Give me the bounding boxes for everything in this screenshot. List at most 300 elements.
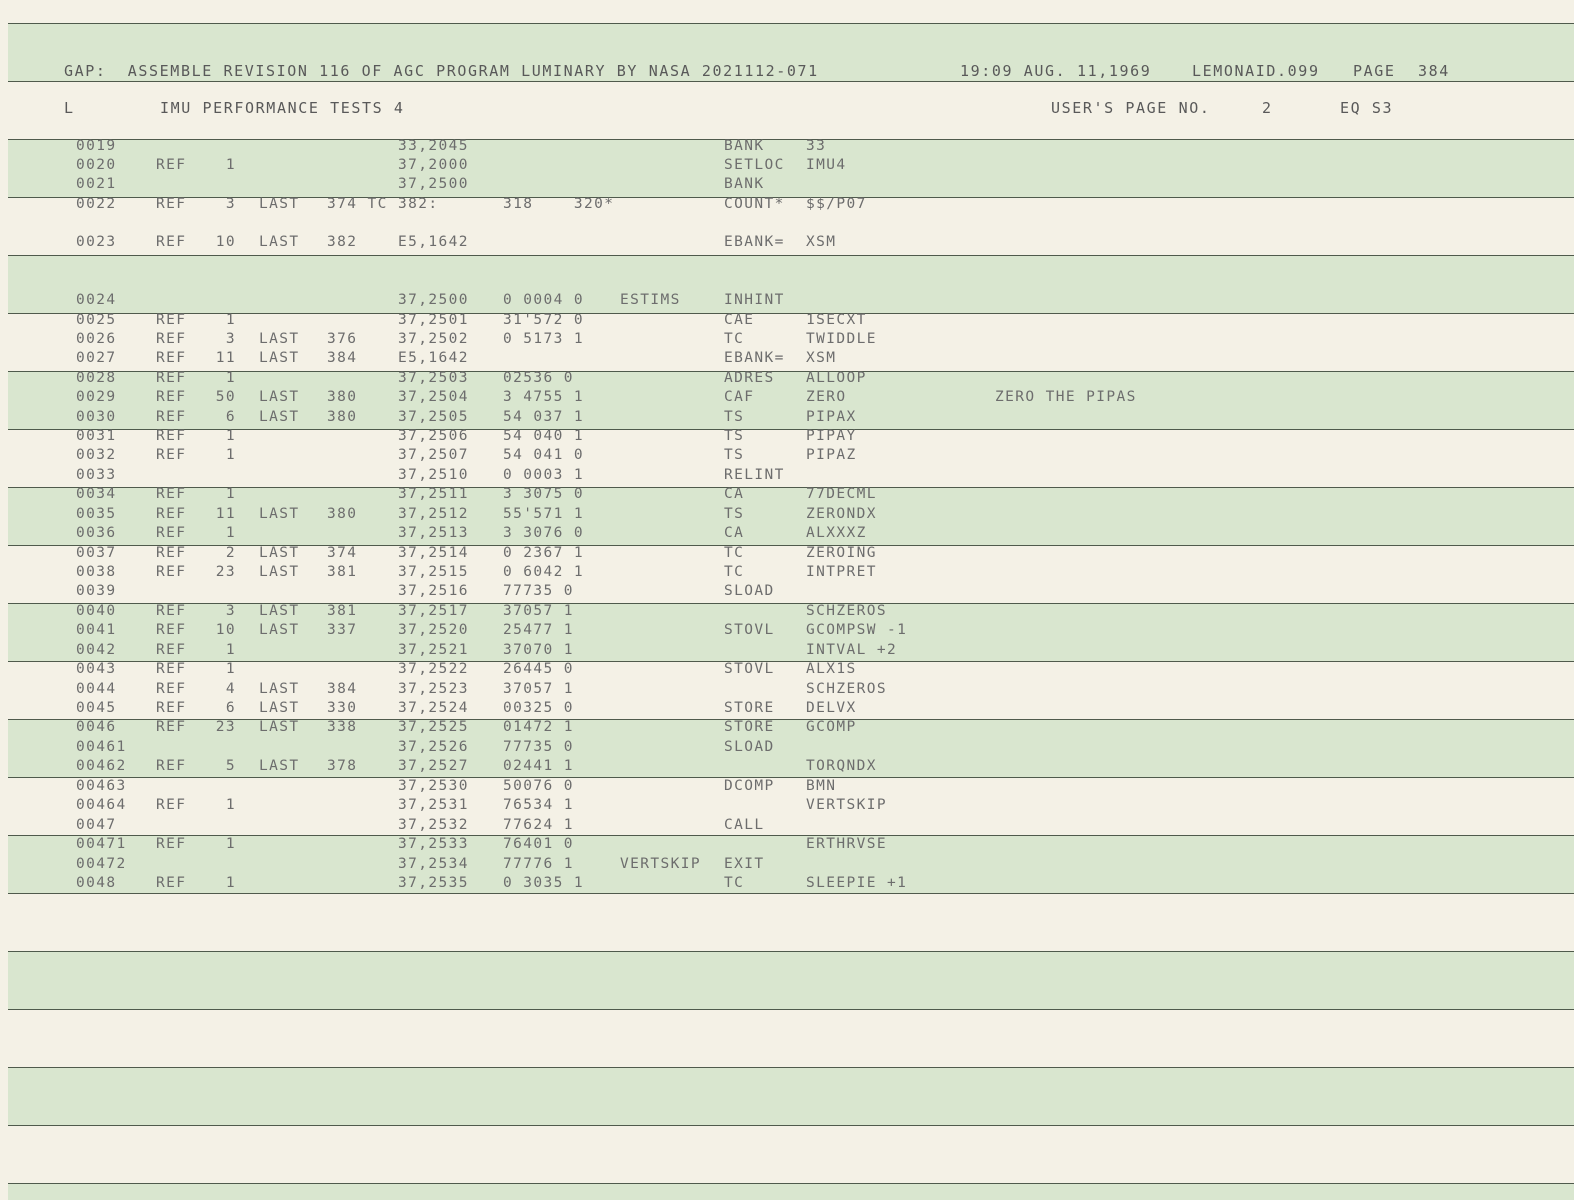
- octal-word: 54 041 0: [503, 447, 585, 463]
- ref-flag: REF: [156, 447, 187, 463]
- last-page: 338: [327, 719, 358, 735]
- last-flag: LAST: [259, 545, 300, 561]
- last-page: 384: [327, 350, 358, 366]
- address: 37,2504: [398, 389, 469, 405]
- ref-flag: REF: [156, 661, 187, 677]
- address: 37,2530: [398, 778, 469, 794]
- ref-flag: REF: [156, 719, 187, 735]
- label: VERTSKIP: [620, 856, 702, 872]
- listing-row: [0, 330, 1574, 349]
- octal-word: 0 6042 1: [503, 564, 585, 580]
- opcode: BANK: [724, 138, 765, 154]
- listing-row: [0, 738, 1574, 757]
- listing-row: [0, 233, 1574, 252]
- octal-word: 37070 1: [503, 642, 574, 658]
- operand: TWIDDLE: [806, 331, 877, 347]
- line-number: 00461: [76, 739, 127, 755]
- line-number: 0021: [76, 176, 117, 192]
- address: 37,2000: [398, 157, 469, 173]
- ref-flag: REF: [156, 797, 187, 813]
- opcode: CAE: [724, 312, 755, 328]
- line-number: 0043: [76, 661, 117, 677]
- operand: SLEEPIE +1: [806, 875, 908, 891]
- octal-word: 76534 1: [503, 797, 574, 813]
- last-flag: LAST: [259, 603, 300, 619]
- octal-word: 0 0003 1: [503, 467, 585, 483]
- operand: BMN: [806, 778, 837, 794]
- address: 37,2522: [398, 661, 469, 677]
- ref-flag: REF: [156, 157, 187, 173]
- operand: ZEROING: [806, 545, 877, 561]
- operand: XSM: [806, 234, 837, 250]
- address: 37,2531: [398, 797, 469, 813]
- listing-row: [0, 311, 1574, 330]
- listing-row: [0, 582, 1574, 601]
- band-line: [8, 1183, 1574, 1184]
- last-page: 378: [327, 758, 358, 774]
- last-flag: LAST: [259, 234, 300, 250]
- last-page: 382: [327, 234, 358, 250]
- address: 37,2516: [398, 583, 469, 599]
- octal-word: 76401 0: [503, 836, 574, 852]
- ref-flag: REF: [156, 312, 187, 328]
- last-page: 381: [327, 603, 358, 619]
- comment: ZERO THE PIPAS: [995, 389, 1137, 405]
- line-number: 0025: [76, 312, 117, 328]
- line-number: 0044: [76, 681, 117, 697]
- ref-count: 1: [225, 875, 236, 891]
- line-number: 0033: [76, 467, 117, 483]
- listing-row: [0, 544, 1574, 563]
- eq-reference: EQ S3: [1340, 99, 1394, 117]
- listing-row: [0, 855, 1574, 874]
- band-line: [8, 81, 1574, 82]
- ref-count: 1: [225, 836, 236, 852]
- opcode: SLOAD: [724, 583, 775, 599]
- line-number: 0030: [76, 409, 117, 425]
- ref-count: 3: [225, 196, 236, 212]
- address: 37,2523: [398, 681, 469, 697]
- opcode: CALL: [724, 817, 765, 833]
- listing-row: [0, 137, 1574, 156]
- green-band: [8, 1067, 1574, 1125]
- last-page: 384: [327, 681, 358, 697]
- address: 37,2532: [398, 817, 469, 833]
- operand: 77DECML: [806, 486, 877, 502]
- address: 37,2510: [398, 467, 469, 483]
- last-flag: LAST: [259, 350, 300, 366]
- last-flag: LAST: [259, 700, 300, 716]
- opcode: TS: [724, 428, 745, 444]
- opcode: STOVL: [724, 622, 775, 638]
- last-flag: LAST: [259, 681, 300, 697]
- octal-word: 0 3035 1: [503, 875, 585, 891]
- ref-flag: REF: [156, 350, 187, 366]
- operand: VERTSKIP: [806, 797, 888, 813]
- listing-row: [0, 524, 1574, 543]
- address: 37,2520: [398, 622, 469, 638]
- opcode: CA: [724, 486, 745, 502]
- address: 37,2503: [398, 370, 469, 386]
- last-flag: LAST: [259, 409, 300, 425]
- opcode: RELINT: [724, 467, 785, 483]
- octal-word: 01472 1: [503, 719, 574, 735]
- green-band: [8, 951, 1574, 1009]
- opcode: SETLOC: [724, 157, 785, 173]
- ref-flag: REF: [156, 622, 187, 638]
- last-flag: LAST: [259, 196, 300, 212]
- band-line: [8, 255, 1574, 256]
- band-line: [8, 951, 1574, 952]
- listing-row: [0, 796, 1574, 815]
- last-page: 374 TC: [327, 196, 388, 212]
- ref-count: 3: [225, 603, 236, 619]
- octal-word: 77735 0: [503, 739, 574, 755]
- ref-count: 1: [225, 428, 236, 444]
- address: 382:: [398, 196, 439, 212]
- listing-row: [0, 602, 1574, 621]
- ref-count: 1: [225, 525, 236, 541]
- address: 37,2525: [398, 719, 469, 735]
- ref-flag: REF: [156, 409, 187, 425]
- line-number: 00463: [76, 778, 127, 794]
- opcode: BANK: [724, 176, 765, 192]
- ref-count: 23: [215, 564, 236, 580]
- operand: 33: [806, 138, 827, 154]
- operand: ZERO: [806, 389, 847, 405]
- section-title: IMU PERFORMANCE TESTS 4: [160, 99, 405, 117]
- line-number: 0027: [76, 350, 117, 366]
- listing-row: [0, 408, 1574, 427]
- opcode: STORE: [724, 719, 775, 735]
- last-page: 330: [327, 700, 358, 716]
- line-number: 0023: [76, 234, 117, 250]
- last-flag: LAST: [259, 331, 300, 347]
- listing-row: [0, 563, 1574, 582]
- band-line: [8, 1009, 1574, 1010]
- ref-count: 5: [225, 758, 236, 774]
- address: 37,2512: [398, 506, 469, 522]
- last-flag: LAST: [259, 564, 300, 580]
- address: 37,2521: [398, 642, 469, 658]
- operand: $$/P07: [806, 196, 867, 212]
- octal-word: 0 0004 0: [503, 292, 585, 308]
- octal-word: 3 3075 0: [503, 486, 585, 502]
- ref-flag: REF: [156, 506, 187, 522]
- line-number: 0032: [76, 447, 117, 463]
- address: 37,2535: [398, 875, 469, 891]
- address: 37,2513: [398, 525, 469, 541]
- octal-word: 26445 0: [503, 661, 574, 677]
- address: 37,2534: [398, 856, 469, 872]
- ref-count: 1: [225, 642, 236, 658]
- listing-row: [0, 195, 1574, 214]
- address: 37,2527: [398, 758, 469, 774]
- opcode: STOVL: [724, 661, 775, 677]
- listing-row: [0, 641, 1574, 660]
- ref-count: 4: [225, 681, 236, 697]
- opcode: INHINT: [724, 292, 785, 308]
- address: 37,2511: [398, 486, 469, 502]
- ref-count: 50: [215, 389, 236, 405]
- ref-flag: REF: [156, 545, 187, 561]
- page-label: PAGE: [1353, 62, 1396, 80]
- last-flag: LAST: [259, 622, 300, 638]
- last-page: 380: [327, 506, 358, 522]
- opcode: CA: [724, 525, 745, 541]
- ref-count: 1: [225, 486, 236, 502]
- listing-row: [0, 369, 1574, 388]
- ref-count: 1: [225, 797, 236, 813]
- ref-flag: REF: [156, 603, 187, 619]
- band-line: [8, 23, 1574, 24]
- line-number: 0036: [76, 525, 117, 541]
- address: 37,2505: [398, 409, 469, 425]
- octal-word: 0 5173 1: [503, 331, 585, 347]
- ref-flag: REF: [156, 681, 187, 697]
- ref-flag: REF: [156, 700, 187, 716]
- listing-row: [0, 757, 1574, 776]
- opcode: EBANK=: [724, 350, 785, 366]
- octal-word: 25477 1: [503, 622, 574, 638]
- ref-count: 6: [225, 700, 236, 716]
- operand: SCHZEROS: [806, 681, 888, 697]
- last-page: 381: [327, 564, 358, 580]
- listing-row: [0, 699, 1574, 718]
- listing-system: LEMONAID.099: [1192, 62, 1320, 80]
- line-number: 0041: [76, 622, 117, 638]
- listing-row: [0, 175, 1574, 194]
- opcode: EXIT: [724, 856, 765, 872]
- listing-row: [0, 718, 1574, 737]
- line-number: 0035: [76, 506, 117, 522]
- listing-row: [0, 427, 1574, 446]
- users-page-label: USER'S PAGE NO.: [1051, 99, 1211, 117]
- ref-count: 23: [215, 719, 236, 735]
- octal-word: 50076 0: [503, 778, 574, 794]
- last-page: 337: [327, 622, 358, 638]
- operand: ALXXXZ: [806, 525, 867, 541]
- ref-flag: REF: [156, 564, 187, 580]
- last-flag: LAST: [259, 389, 300, 405]
- last-page: 380: [327, 409, 358, 425]
- last-page: 376: [327, 331, 358, 347]
- operand: ALX1S: [806, 661, 857, 677]
- listing-row: [0, 621, 1574, 640]
- listing-row: [0, 156, 1574, 175]
- operand: GCOMP: [806, 719, 857, 735]
- line-number: 0039: [76, 583, 117, 599]
- listing-row: [0, 777, 1574, 796]
- line-number: 0022: [76, 196, 117, 212]
- listing-row: [0, 874, 1574, 893]
- line-number: 00471: [76, 836, 127, 852]
- ref-count: 10: [215, 622, 236, 638]
- operand: XSM: [806, 350, 837, 366]
- line-number: 00462: [76, 758, 127, 774]
- band-line: [8, 893, 1574, 894]
- ref-count: 2: [225, 545, 236, 561]
- octal-word: 318 320*: [503, 196, 615, 212]
- address: 37,2517: [398, 603, 469, 619]
- listing-row: [0, 349, 1574, 368]
- operand: IMU4: [806, 157, 847, 173]
- address: E5,1642: [398, 350, 469, 366]
- opcode: COUNT*: [724, 196, 785, 212]
- listing-row: [0, 816, 1574, 835]
- ref-count: 1: [225, 661, 236, 677]
- ref-flag: REF: [156, 196, 187, 212]
- operand: PIPAY: [806, 428, 857, 444]
- listing-timestamp: 19:09 AUG. 11,1969: [960, 62, 1152, 80]
- octal-word: 3 4755 1: [503, 389, 585, 405]
- column-marker: L: [64, 99, 75, 117]
- listing-row: [0, 446, 1574, 465]
- listing-row: [0, 835, 1574, 854]
- ref-flag: REF: [156, 525, 187, 541]
- octal-word: 37057 1: [503, 681, 574, 697]
- last-flag: LAST: [259, 506, 300, 522]
- line-number: 0034: [76, 486, 117, 502]
- label: ESTIMS: [620, 292, 681, 308]
- listing-row: [0, 388, 1574, 407]
- line-number: 0040: [76, 603, 117, 619]
- operand: SCHZEROS: [806, 603, 888, 619]
- operand: ALLOOP: [806, 370, 867, 386]
- opcode: TS: [724, 506, 745, 522]
- line-number: 00472: [76, 856, 127, 872]
- ref-flag: REF: [156, 370, 187, 386]
- operand: ERTHRVSE: [806, 836, 888, 852]
- address: 37,2533: [398, 836, 469, 852]
- ref-flag: REF: [156, 875, 187, 891]
- ref-count: 10: [215, 234, 236, 250]
- green-band: [8, 1183, 1574, 1200]
- operand: INTPRET: [806, 564, 877, 580]
- address: 37,2501: [398, 312, 469, 328]
- operand: TORQNDX: [806, 758, 877, 774]
- ref-flag: REF: [156, 486, 187, 502]
- address: 37,2524: [398, 700, 469, 716]
- address: 37,2514: [398, 545, 469, 561]
- line-number: 0047: [76, 817, 117, 833]
- opcode: CAF: [724, 389, 755, 405]
- ref-count: 3: [225, 331, 236, 347]
- opcode: SLOAD: [724, 739, 775, 755]
- line-number: 0031: [76, 428, 117, 444]
- address: 37,2526: [398, 739, 469, 755]
- listing-row: [0, 291, 1574, 310]
- opcode: TC: [724, 545, 745, 561]
- ref-flag: REF: [156, 642, 187, 658]
- listing-row: [0, 505, 1574, 524]
- ref-flag: REF: [156, 836, 187, 852]
- octal-word: 54 037 1: [503, 409, 585, 425]
- line-number: 0028: [76, 370, 117, 386]
- octal-word: 54 040 1: [503, 428, 585, 444]
- address: E5,1642: [398, 234, 469, 250]
- listing-row: [0, 680, 1574, 699]
- ref-flag: REF: [156, 389, 187, 405]
- band-line: [8, 1067, 1574, 1068]
- ref-count: 1: [225, 312, 236, 328]
- octal-word: 77735 0: [503, 583, 574, 599]
- octal-word: 00325 0: [503, 700, 574, 716]
- line-number: 0042: [76, 642, 117, 658]
- ref-count: 1: [225, 157, 236, 173]
- ref-count: 1: [225, 447, 236, 463]
- line-number: 0026: [76, 331, 117, 347]
- octal-word: 77624 1: [503, 817, 574, 833]
- ref-count: 11: [215, 506, 236, 522]
- octal-word: 0 2367 1: [503, 545, 585, 561]
- last-flag: LAST: [259, 758, 300, 774]
- listing-row: [0, 660, 1574, 679]
- address: 37,2515: [398, 564, 469, 580]
- octal-word: 37057 1: [503, 603, 574, 619]
- ref-flag: REF: [156, 428, 187, 444]
- address: 37,2500: [398, 292, 469, 308]
- page-number: 384: [1418, 62, 1450, 80]
- address: 37,2506: [398, 428, 469, 444]
- address: 37,2507: [398, 447, 469, 463]
- octal-word: 02536 0: [503, 370, 574, 386]
- line-number: 0024: [76, 292, 117, 308]
- opcode: EBANK=: [724, 234, 785, 250]
- line-number: 0029: [76, 389, 117, 405]
- operand: ZERONDX: [806, 506, 877, 522]
- operand: INTVAL +2: [806, 642, 898, 658]
- opcode: TC: [724, 875, 745, 891]
- opcode: TS: [724, 409, 745, 425]
- operand: GCOMPSW -1: [806, 622, 908, 638]
- operand: DELVX: [806, 700, 857, 716]
- operand: 1SECXT: [806, 312, 867, 328]
- opcode: ADRES: [724, 370, 775, 386]
- line-number: 0020: [76, 157, 117, 173]
- ref-flag: REF: [156, 331, 187, 347]
- line-number: 0048: [76, 875, 117, 891]
- operand: PIPAZ: [806, 447, 857, 463]
- last-page: 374: [327, 545, 358, 561]
- listing-row: [0, 485, 1574, 504]
- line-number: 00464: [76, 797, 127, 813]
- address: 37,2502: [398, 331, 469, 347]
- opcode: TS: [724, 447, 745, 463]
- ref-count: 6: [225, 409, 236, 425]
- listing-title: GAP: ASSEMBLE REVISION 116 OF AGC PROGRAM LUMINARY BY NASA 2021112-071: [64, 62, 819, 80]
- line-number: 0038: [76, 564, 117, 580]
- line-number: 0046: [76, 719, 117, 735]
- operand: PIPAX: [806, 409, 857, 425]
- address: 37,2500: [398, 176, 469, 192]
- last-page: 380: [327, 389, 358, 405]
- octal-word: 3 3076 0: [503, 525, 585, 541]
- ref-flag: REF: [156, 234, 187, 250]
- opcode: DCOMP: [724, 778, 775, 794]
- ref-count: 1: [225, 370, 236, 386]
- octal-word: 31'572 0: [503, 312, 585, 328]
- users-page-number: 2: [1262, 99, 1273, 117]
- octal-word: 77776 1: [503, 856, 574, 872]
- band-line: [8, 1125, 1574, 1126]
- octal-word: 02441 1: [503, 758, 574, 774]
- line-number: 0037: [76, 545, 117, 561]
- last-flag: LAST: [259, 719, 300, 735]
- ref-flag: REF: [156, 758, 187, 774]
- opcode: TC: [724, 331, 745, 347]
- line-number: 0045: [76, 700, 117, 716]
